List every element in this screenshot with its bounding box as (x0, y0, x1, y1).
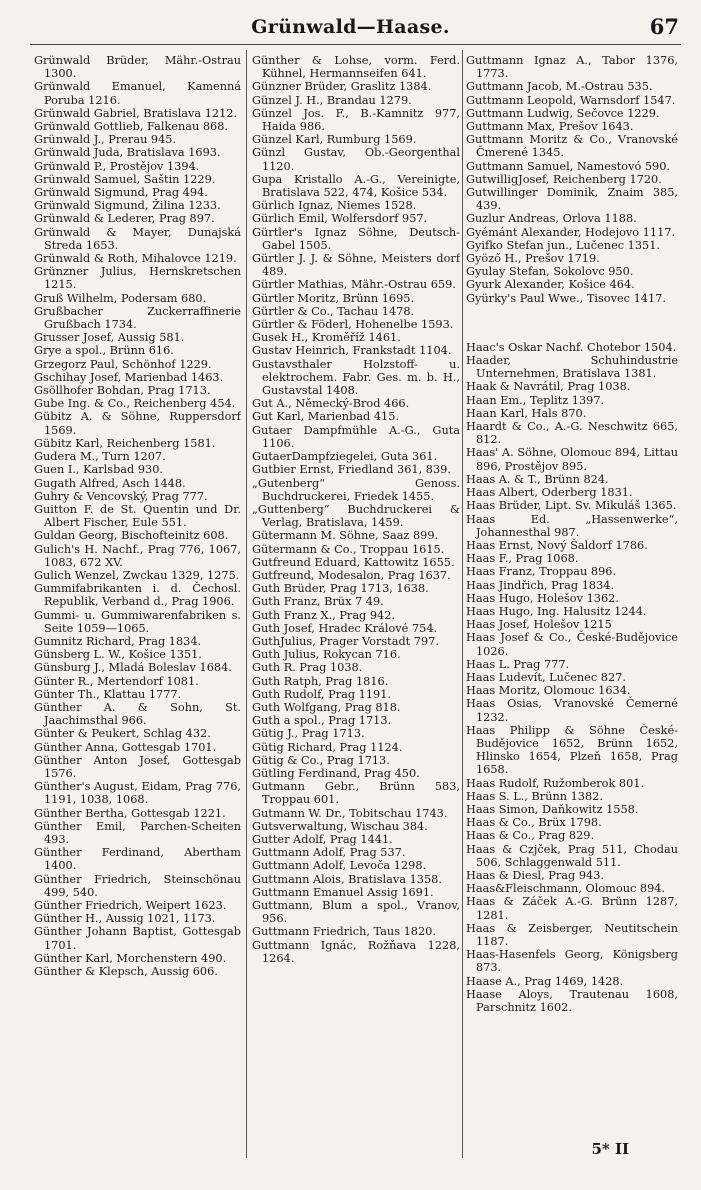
directory-entry: Gut Karl, Marienbad 415. (252, 410, 400, 424)
directory-entry: Haas Jindřich, Prag 1834. (466, 578, 615, 592)
directory-entry: Haas Albert, Oderberg 1831. (466, 486, 633, 500)
directory-entry: Grünwald P., Prostějov 1394. (34, 159, 200, 173)
directory-column-2 (252, 54, 460, 1154)
directory-entry: Haak & Navrátil, Prag 1038. (466, 380, 631, 394)
directory-entry: Guttmann Adolf, Prag 537. (252, 846, 406, 860)
directory-entry: Haas' A. Söhne, Olomouc 894, Littau 896, Prostějov 895. (466, 446, 678, 473)
directory-column-3 (466, 54, 678, 1154)
directory-entry: Günter R., Mertendorf 1081. (34, 674, 199, 688)
directory-entry: Günther Bertha, Gottesgab 1221. (34, 806, 226, 820)
directory-entry: Gupa Kristallo A.-G., Vereinigte, Bratislava 522, 474, Košice 534. (252, 172, 460, 200)
directory-entry: Grusser Josef, Aussig 581. (34, 331, 185, 345)
directory-entry: Gulich Wenzel, Zwckau 1329, 1275. (34, 568, 240, 582)
directory-entry: Guth a spol., Prag 1713. (252, 714, 392, 728)
directory-entry: Haan Karl, Hals 870. (466, 406, 587, 420)
directory-entry: Guttmann, Blum a spol., Vranov, 956. (252, 899, 460, 926)
directory-entry: Günther H., Aussig 1021, 1173. (34, 912, 216, 926)
directory-entry: Guttmann Ludwig, Sečovce 1229. (466, 106, 660, 120)
directory-entry: Guth R. Prag 1038. (252, 661, 363, 675)
directory-entry: Gustavsthaler Holzstoff- u. elektrochem. Fabr. Ges. m. b. H., Gustavstal 1408. (252, 357, 460, 398)
directory-entry: Guth Julius, Rokycan 716. (252, 648, 401, 662)
directory-entry: Guttmann Alois, Bratislava 1358. (252, 872, 442, 886)
directory-entry: Gustav Heinrich, Frankstadt 1104. (252, 344, 452, 358)
directory-entry: Gürtler's Ignaz Söhne, Deutsch-Gabel 1505. (252, 225, 460, 252)
directory-entry: Gugath Alfred, Asch 1448. (34, 476, 186, 490)
directory-entry: Guttmann Samuel, Namestovó 590. (466, 159, 670, 173)
column-divider (246, 50, 247, 1158)
directory-entry: Haac's Oskar Nachf. Chotebor 1504. (466, 340, 677, 354)
directory-entry: Haas & Zeisberger, Neutitschein 1187. (466, 921, 678, 948)
directory-entry: Grünwald Gabriel, Bratislava 1212. (34, 106, 238, 120)
directory-entry: Guitton F. de St. Quentin und Dr. Albert Fischer, Eule 551. (34, 502, 241, 530)
directory-entry: Guth Franz X., Prag 942. (252, 608, 396, 622)
directory-entry: Gruß Wilhelm, Podersam 680. (34, 291, 207, 305)
directory-entry: Gyulay Stefan, Sokolovc 950. (466, 265, 634, 279)
directory-column-1 (34, 54, 241, 1154)
sheet-signature: 5* II (591, 1140, 629, 1158)
directory-entry: Haas&Fleischmann, Olomouc 894. (466, 882, 666, 896)
directory-entry: Gütig Richard, Prag 1124. (252, 740, 403, 754)
directory-entry: Guen I., Karlsbad 930. (34, 463, 164, 477)
directory-entry: Haas Ernst, Nový Šaldorf 1786. (466, 538, 648, 552)
directory-entry: Guhry & Vencovský, Prag 777. (34, 489, 208, 503)
directory-entry: Guttmann Jacob, M.-Ostrau 535. (466, 80, 653, 94)
directory-entry: Gyifko Stefan jun., Lučenec 1351. (466, 238, 661, 252)
directory-entry: Haas Hugo, Ing. Halusitz 1244. (466, 604, 647, 618)
directory-entry: Günther Karl, Morchenstern 490. (34, 951, 227, 965)
directory-entry: Haas Philipp & Söhne České-Budějovice 1652, Brünn 1652, Hlinsko 1654, Plzeň 1658, Prag 1658. (466, 723, 678, 777)
directory-entry: Haas Ed. „Hassenwerke“, Johannesthal 987. (466, 512, 678, 539)
directory-entry: Guttmann Max, Prešov 1643. (466, 120, 634, 134)
directory-entry: Günter & Peukert, Schlag 432. (34, 727, 211, 741)
directory-entry: Guttmann Ignác, Rožňava 1228, 1264. (252, 938, 460, 965)
directory-entry: Günzel Karl, Rumburg 1569. (252, 133, 417, 147)
directory-entry: Gürtler & Co., Tachau 1478. (252, 304, 415, 318)
directory-entry: Gürtler J. J. & Söhne, Meisters dorf 489. (252, 252, 460, 279)
directory-entry: Guth Brüder, Prag 1713, 1638. (252, 582, 429, 596)
directory-entry: Günsberg L. W., Košice 1351. (34, 648, 202, 662)
page-title: Grünwald—Haase. (251, 16, 450, 38)
directory-entry: Haas Josef, Holešov 1215 (466, 618, 612, 632)
directory-entry: Gschihay Josef, Marienbad 1463. (34, 370, 224, 384)
directory-entry: Grünwald Juda, Bratislava 1693. (34, 146, 221, 160)
directory-entry: GutwilligJosef, Reichenberg 1720. (466, 172, 662, 186)
directory-entry: Gyurk Alexander, Košice 464. (466, 278, 635, 292)
directory-entry: Guttmann Friedrich, Taus 1820. (252, 925, 436, 939)
directory-entry: Gumnitz Richard, Prag 1834. (34, 634, 202, 648)
directory-entry: Gyöző H., Prešov 1719. (466, 252, 600, 266)
directory-entry: Haas A. & T., Brünn 824. (466, 472, 609, 486)
directory-entry: Guttmann Emanuel Assig 1691. (252, 885, 434, 899)
directory-entry: Haas Josef & Co., České-Budějovice 1026. (466, 631, 678, 658)
directory-entry: Gürlich Ignaz, Niemes 1528. (252, 199, 417, 213)
directory-entry: Grünwald Gottlieb, Falkenau 868. (34, 120, 229, 134)
directory-entry: Gübitz A. & Söhne, Ruppersdorf 1569. (34, 410, 241, 437)
directory-entry: Günther Anna, Gottesgab 1701. (34, 740, 217, 754)
directory-entry: Gusek H., Kroměříž 1461. (252, 331, 401, 345)
directory-entry: Haas S. L., Brünn 1382. (466, 789, 603, 803)
directory-entry: Haader, Schuhindustrie Unternehmen, Bratislava 1381. (466, 354, 678, 381)
section-gap (466, 305, 678, 341)
directory-entry: Guth Wolfgang, Prag 818. (252, 700, 401, 714)
directory-entry: Guth Ratph, Prag 1816. (252, 674, 389, 688)
directory-entry: Haas & Diesl, Prag 943. (466, 868, 605, 882)
directory-entry: Gummi- u. Gummiwarenfabriken s. Seite 1059—1065. (34, 608, 241, 635)
directory-entry: Grünwald J., Prerau 945. (34, 133, 177, 147)
directory-entry: Gutfreund Eduard, Kattowitz 1655. (252, 555, 455, 569)
directory-entry: Günter Th., Klattau 1777. (34, 687, 182, 701)
directory-entry: Gürtler Moritz, Brünn 1695. (252, 291, 415, 305)
page-number: 67 (649, 14, 679, 39)
directory-entry: Gut A., Německý-Brod 466. (252, 397, 410, 411)
directory-entry: Grünwald Brüder, Mähr.-Ostrau 1300. (34, 54, 241, 81)
directory-entry: Günther Anton Josef, Gottesgab 1576. (34, 753, 241, 780)
directory-entry: Haas Moritz, Olomouc 1634. (466, 684, 631, 698)
directory-entry: Gsöllhofer Bohdan, Prag 1713. (34, 384, 211, 398)
directory-entry: Grünwald Sigmund, Prag 494. (34, 186, 208, 200)
directory-entry: GuthJulius, Prager Vorstadt 797. (252, 634, 439, 648)
directory-entry: Günsburg J., Mladá Boleslav 1684. (34, 661, 232, 675)
directory-entry: Grußbacher Zuckerraffinerie Grußbach 1734. (34, 304, 241, 332)
directory-entry: Gube Ing. & Co., Reichenberg 454. (34, 397, 236, 411)
directory-entry: Guth Josef, Hradec Králové 754. (252, 621, 438, 635)
directory-entry: Haas Simon, Daňkowitz 1558. (466, 802, 639, 816)
directory-entry: Gutaer Dampfmühle A.-G., Guta 1106. (252, 423, 460, 450)
directory-entry: Gutsverwaltung, Wischau 384. (252, 819, 428, 833)
directory-entry: Günther A. & Sohn, St. Jaachimsthal 966. (34, 700, 241, 728)
directory-entry: Grünwald & Roth, Mihalovce 1219. (34, 252, 237, 266)
directory-entry: Haas Ludevít, Lučenec 827. (466, 670, 626, 684)
directory-entry: „Guttenberg“ Buchdruckerei & Verlag, Bratislava, 1459. (252, 502, 460, 530)
directory-entry: Günzl Gustav, Ob.-Georgenthal 1120. (252, 146, 460, 173)
directory-entry: Gütig & Co., Prag 1713. (252, 753, 390, 767)
directory-entry: Grye a spol., Brünn 616. (34, 344, 174, 358)
directory-entry: Günzel J. H., Brandau 1279. (252, 93, 412, 107)
directory-entry: Haas Brüder, Lipt. Sv. Mikuláš 1365. (466, 499, 677, 513)
directory-entry: Gutfreund, Modesalon, Prag 1637. (252, 568, 451, 582)
directory-entry: Gudera M., Turn 1207. (34, 450, 166, 464)
directory-entry: Gyürky's Paul Wwe., Tisovec 1417. (466, 291, 666, 305)
directory-entry: Haas & Záček A.-G. Brünn 1287, 1281. (466, 895, 678, 922)
directory-entry: Gutmann W. Dr., Tobitschau 1743. (252, 806, 448, 820)
directory-entry: Gütermann M. Söhne, Saaz 899. (252, 529, 439, 543)
directory-entry: Grünwald & Mayer, Dunajská Streda 1653. (34, 225, 241, 252)
directory-entry: Guth Rudolf, Prag 1191. (252, 687, 391, 701)
directory-entry: Haas Rudolf, Ružomberok 801. (466, 776, 645, 790)
directory-entry: Guth Franz, Brüx 7 49. (252, 595, 384, 609)
directory-entry: Haas Osias, Vranovské Čemerné 1232. (466, 697, 678, 724)
directory-entry: Gyémánt Alexander, Hodejovo 1117. (466, 225, 676, 239)
directory-entry: Haas Franz, Troppau 896. (466, 565, 617, 579)
directory-entry: GutaerDampfziegelei, Guta 361. (252, 450, 438, 464)
directory-entry: Gulich's H. Nachf., Prag 776, 1067, 1083, 672 XV. (34, 542, 241, 569)
directory-entry: Gutmann Gebr., Brünn 583, Troppau 601. (252, 780, 460, 807)
directory-entry: Haas & Czjček, Prag 511, Chodau 506, Schlaggenwald 511. (466, 842, 678, 869)
directory-entry: Gütig J., Prag 1713. (252, 727, 365, 741)
directory-entry: Haas Hugo, Holešov 1362. (466, 591, 619, 605)
directory-entry: Gutter Adolf, Prag 1441. (252, 832, 393, 846)
directory-entry: Gütermann & Co., Troppau 1615. (252, 542, 445, 556)
directory-entry: Günther Ferdinand, Abertham 1400. (34, 846, 241, 873)
directory-entry: Günther's August, Eidam, Prag 776, 1191, 1038, 1068. (34, 780, 241, 807)
directory-entry: Gürtler & Föderl, Hohenelbe 1593. (252, 318, 454, 332)
directory-entry: Günther Friedrich, Steinschönau 499, 540. (34, 872, 241, 899)
directory-entry: Günzel Jos. F., B.-Kamnitz 977, Haida 986. (252, 106, 460, 134)
directory-entry: Gutwillinger Dominik, Znaim 385, 439. (466, 186, 678, 213)
directory-entry: Guldan Georg, Bischofteinitz 608. (34, 529, 229, 543)
directory-entry: Gürlich Emil, Wolfersdorf 957. (252, 212, 428, 226)
page-header (0, 8, 701, 42)
directory-entry: Gutbier Ernst, Friedland 361, 839. (252, 463, 451, 477)
directory-entry: Grünwald Samuel, Saštin 1229. (34, 172, 216, 186)
directory-entry: Haas & Co., Brüx 1798. (466, 816, 602, 830)
directory-entry: Grzegorz Paul, Schönhof 1229. (34, 357, 212, 371)
header-rule (30, 44, 681, 45)
directory-entry: Günther Emil, Parchen-Scheiten 493. (34, 819, 241, 846)
directory-entry: Guzlur Andreas, Orlova 1188. (466, 212, 637, 226)
directory-entry: Guttmann Adolf, Levoča 1298. (252, 859, 427, 873)
directory-entry: Günther Friedrich, Weipert 1623. (34, 899, 227, 912)
directory-entry: „Gutenberg“ Genoss. Buchdruckerei, Friedek 1455. (252, 476, 460, 503)
directory-entry: Haas L. Prag 777. (466, 657, 570, 671)
directory-entry: Guttmann Leopold, Warnsdorf 1547. (466, 93, 676, 107)
directory-entry: Grünwald & Lederer, Prag 897. (34, 212, 215, 226)
directory-entry: Günzner Brüder, Graslitz 1384. (252, 80, 432, 94)
directory-entry: Grünwald Emanuel, Kamenná Poruba 1216. (34, 80, 241, 107)
directory-entry: Gübitz Karl, Reichenberg 1581. (34, 436, 216, 450)
directory-entry: Haan Em., Teplitz 1397. (466, 393, 605, 407)
directory-entry: Haas F., Prag 1068. (466, 552, 579, 566)
directory-entry: Günther Johann Baptist, Gottesgab 1701. (34, 925, 241, 952)
directory-entry: Haardt & Co., A.-G. Neschwitz 665, 812. (466, 420, 678, 447)
directory-entry: Guttmann Ignaz A., Tabor 1376, 1773. (466, 54, 678, 81)
directory-entry: Gummifabrikanten i. d. Čechosl. Republik, Verband d., Prag 1906. (34, 582, 241, 609)
directory-entry: Gütling Ferdinand, Prag 450. (252, 766, 420, 780)
directory-entry: Guttmann Moritz & Co., Vranovské Čmerené 1345. (466, 133, 678, 160)
directory-entry: Haase Aloys, Trautenau 1608, Parschnitz 1602. (466, 987, 678, 1015)
directory-entry: Grünzner Julius, Hernskretschen 1215. (34, 265, 241, 292)
directory-entry: Günther & Klepsch, Aussig 606. (34, 965, 218, 979)
directory-entry: Günther & Lohse, vorm. Ferd. Kühnel, Hermannseifen 641. (252, 54, 460, 81)
directory-entry: Haas & Co., Prag 829. (466, 829, 595, 843)
directory-entry: Haase A., Prag 1469, 1428. (466, 974, 624, 988)
directory-entry: Grünwald Sigmund, Žilina 1233. (34, 199, 221, 213)
directory-entry: Gürtler Mathias, Mähr.-Ostrau 659. (252, 278, 456, 292)
directory-entry: Haas-Hasenfels Georg, Königsberg 873. (466, 948, 678, 975)
column-divider (462, 50, 463, 1158)
